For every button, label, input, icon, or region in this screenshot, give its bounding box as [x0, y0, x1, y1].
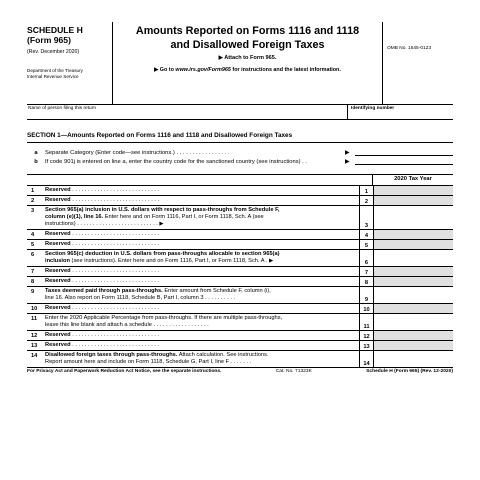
line-description: [45, 351, 359, 367]
line-number: 11: [31, 316, 38, 322]
form-line-row: [27, 206, 453, 230]
line-label: Reserved: [45, 278, 71, 284]
line-amount-field: [374, 304, 453, 313]
line-label: Section 965(a) inclusion in U.S. dollars with respect to pass-throughs from Schedule F,: [45, 207, 280, 213]
form-footer: [27, 369, 453, 374]
footer-form-id: Schedule H (Form 965) (Rev. 12-2020): [366, 369, 453, 374]
line-text: . . . . . . . . . . . . . . . . . . . . . . . . . . . .: [70, 332, 160, 338]
line-amount-field: [374, 267, 453, 276]
identifying-number-field[interactable]: Identifying number: [351, 106, 395, 111]
line-label: Reserved: [45, 241, 71, 247]
line-text-2: (see instructions). Enter here and on Form 1116, Part I, or Form 1118, Sch. A . ▶: [69, 258, 274, 264]
line-label-2: column (e)(1), line 16.: [45, 214, 104, 220]
header-spacer-desc: [45, 175, 359, 185]
line-amount-field[interactable]: [374, 351, 453, 367]
line-number: 10: [31, 306, 38, 312]
line-number: 2: [31, 198, 35, 204]
line-description: [45, 206, 359, 229]
line-box-number: 2: [359, 196, 374, 205]
line-label: Disallowed foreign taxes through pass-throughs.: [45, 352, 178, 358]
line-a-input[interactable]: [355, 147, 453, 156]
line-b: [27, 156, 453, 166]
header-spacer-num: [27, 175, 45, 185]
line-b-arrow: ▶: [345, 159, 350, 165]
attach-instruction: ▶ Attach to Form 965.: [218, 55, 277, 61]
line-description: [45, 267, 359, 276]
header-spacer-box: [359, 175, 372, 185]
line-a-arrow: ▶: [345, 149, 350, 156]
line-text: . . . . . . . . . . . . . . . . . . . . . . . . . . . .: [70, 197, 160, 203]
form-line-row: [27, 331, 453, 341]
line-text: . . . . . . . . . . . . . . . . . . . . . . . . . . . .: [70, 231, 160, 237]
line-text: . . . . . . . . . . . . . . . . . . . . . . . . . . . .: [70, 278, 160, 284]
line-box-number: 3: [359, 206, 374, 229]
goto-instruction: [113, 67, 382, 73]
line-description: [45, 230, 359, 239]
form-line-row: [27, 250, 453, 267]
form-title: [113, 25, 382, 52]
line-rows: [27, 186, 453, 368]
line-text: . . . . . . . . . . . . . . . . . . . . . . . . . . . .: [70, 268, 160, 274]
form-number: (Form 965): [27, 35, 71, 45]
line-text: Attach calculation. See instructions.: [177, 352, 269, 358]
name-row: [27, 105, 453, 120]
line-box-number: 8: [359, 277, 374, 286]
line-amount-field: [374, 331, 453, 340]
form-header: [27, 22, 453, 105]
form-line-row: [27, 186, 453, 196]
schedule-title: [27, 25, 83, 45]
tax-year-header: 2020 Tax Year: [372, 175, 453, 185]
line-a-text: Separate Category (Enter code—see instructions.) . . . . . . . . . . . . . . . . .: [45, 149, 230, 156]
line-label: Reserved: [45, 187, 71, 193]
line-box-number: 14: [359, 351, 374, 367]
department: [27, 68, 83, 79]
line-amount-field: [374, 240, 453, 249]
catalog-number: Cat. No. 71323K: [275, 369, 312, 374]
line-number: 8: [31, 279, 35, 285]
line-text-2: Enter here and on Form 1116, Part I, or Form 1118, Sch. A (see: [103, 214, 264, 220]
line-amount-field: [374, 186, 453, 195]
line-number: 5: [31, 242, 35, 248]
line-amount-field: [374, 230, 453, 239]
line-text: Enter amount from Schedule F, column (i),: [162, 288, 271, 294]
line-box-number: 5: [359, 240, 374, 249]
form-line-row: [27, 240, 453, 250]
form-line-row: [27, 341, 453, 351]
line-description: [45, 331, 359, 340]
revision-date: (Rev. December 2020): [27, 49, 80, 55]
title-line2: and Disallowed Foreign Taxes: [170, 38, 325, 51]
line-amount-field: [374, 277, 453, 286]
omb-number: OMB No. 1545-0123: [387, 46, 431, 51]
line-amount-field: [374, 341, 453, 350]
line-description: [45, 304, 359, 313]
header-left: [27, 22, 113, 104]
form-line-row: [27, 196, 453, 206]
line-label: Reserved: [45, 268, 71, 274]
line-description: [45, 314, 359, 330]
line-text-3: instructions) . . . . . . . . . . . . . . . . . . . . . . . . . . ▶: [45, 221, 164, 227]
line-label-2: inclusion: [45, 258, 70, 264]
line-box-number: 4: [359, 230, 374, 239]
line-box-number: 1: [359, 186, 374, 195]
line-box-number: 13: [359, 341, 374, 350]
line-amount-field: [374, 196, 453, 205]
line-number: 7: [31, 269, 35, 275]
line-box-number: 10: [359, 304, 374, 313]
line-number: 3: [31, 208, 35, 214]
section-1-heading: SECTION 1—Amounts Reported on Forms 1116 and 1118 and Disallowed Foreign Taxes: [27, 120, 453, 143]
line-description: [45, 240, 359, 249]
line-text: . . . . . . . . . . . . . . . . . . . . . . . . . . . .: [70, 187, 160, 193]
line-number: 13: [31, 343, 38, 349]
column-header-row: [27, 175, 453, 186]
title-line1: Amounts Reported on Forms 1116 and 1118: [135, 25, 360, 37]
form-line-row: [27, 314, 453, 331]
line-description: [45, 287, 359, 303]
line-amount-field[interactable]: [374, 206, 453, 229]
goto-link[interactable]: www.irs.gov/Form965: [175, 67, 231, 73]
line-number: 1: [31, 188, 35, 194]
goto-suffix: for instructions and the latest information.: [230, 67, 341, 73]
line-box-number: 9: [359, 287, 374, 303]
line-description: [45, 196, 359, 205]
line-description: [45, 341, 359, 350]
form-line-row: [27, 351, 453, 368]
line-label: Reserved: [45, 332, 71, 338]
header-center: [113, 22, 383, 104]
line-b-letter: b: [34, 159, 38, 165]
line-amount-field[interactable]: [374, 250, 453, 266]
goto-prefix: ▶ Go to: [154, 67, 176, 73]
line-description: [45, 277, 359, 286]
line-amount-field[interactable]: [374, 314, 453, 330]
line-box-number: 7: [359, 267, 374, 276]
line-label: Reserved: [45, 342, 71, 348]
header-right: [383, 22, 453, 104]
schedule-name: SCHEDULE H: [27, 25, 83, 35]
line-box-number: 12: [359, 331, 374, 340]
line-text-2: leave this line blank and attach a schedule . . . . . . . . . . . . . . . . . .: [45, 322, 209, 328]
line-b-input[interactable]: [355, 156, 453, 165]
line-a-letter: a: [34, 149, 38, 156]
form-line-row: [27, 277, 453, 287]
line-label: Section 965(c) deduction in U.S. dollars from pass-throughs allocable to section 965(a): [45, 251, 280, 257]
line-number: 14: [31, 353, 38, 359]
line-text: . . . . . . . . . . . . . . . . . . . . . . . . . . . .: [70, 305, 160, 311]
department-line2: Internal Revenue Service: [27, 73, 79, 79]
form-line-row: [27, 230, 453, 240]
department-line1: Department of the Treasury: [27, 68, 83, 73]
line-text: . . . . . . . . . . . . . . . . . . . . . . . . . . . .: [70, 241, 160, 247]
line-number: 4: [31, 232, 35, 238]
line-text-2: Report amount here and include on Form 1118, Schedule G, Part I, line F . . . . . . .: [45, 359, 252, 365]
lines-table: [27, 174, 453, 368]
line-box-number: 11: [359, 314, 374, 330]
form-schedule-h: [27, 22, 453, 374]
line-label: Reserved: [45, 305, 71, 311]
privacy-notice: For Privacy Act and Paperwork Reduction Act Notice, see the separate instructions.: [27, 369, 222, 374]
line-text: . . . . . . . . . . . . . . . . . . . . . . . . . . . .: [70, 342, 160, 348]
form-line-row: [27, 267, 453, 277]
line-number: 12: [31, 333, 38, 339]
line-text-2: line 16. Also report on Form 1118, Schedule B, Part I, column 3 . . . . . . . . . .: [45, 295, 236, 301]
line-label: Reserved: [45, 197, 71, 203]
form-line-row: [27, 287, 453, 304]
line-box-number: 6: [359, 250, 374, 266]
line-description: [45, 250, 359, 266]
line-text: Enter the 2020 Applicable Percentage from pass-throughs. If there are multiple pass-throughs,: [45, 315, 283, 321]
line-number: 9: [31, 289, 35, 295]
line-number: 6: [31, 252, 35, 258]
form-line-row: [27, 304, 453, 314]
name-field[interactable]: Name of person filing this return: [27, 105, 348, 119]
line-amount-field[interactable]: [374, 287, 453, 303]
line-label: Taxes deemed paid through pass-throughs.: [45, 288, 163, 294]
line-label: Reserved: [45, 231, 71, 237]
line-b-text: If code 901j is entered on line a, enter the country code for the sanctioned country (see instructions) . .: [45, 159, 307, 165]
line-a: [27, 146, 453, 156]
line-description: [45, 186, 359, 195]
